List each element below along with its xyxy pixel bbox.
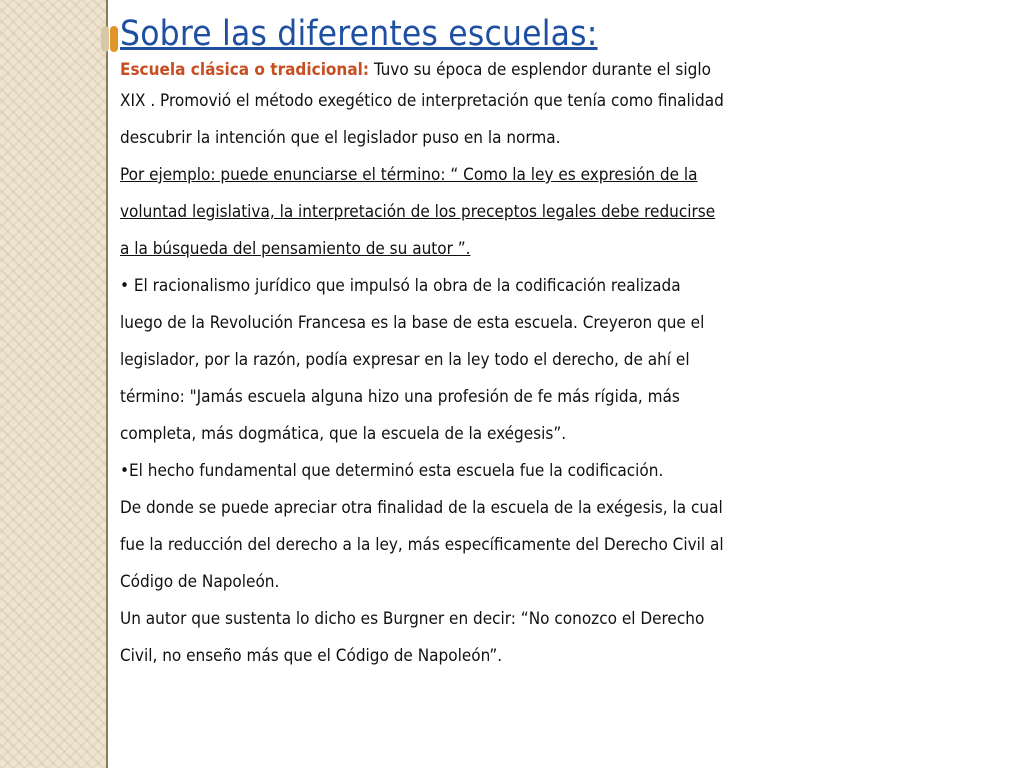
text-line: término: "Jamás escuela alguna hizo una profesión de fe más rígida, más: [120, 387, 680, 407]
text-line: De donde se puede apreciar otra finalidad de la escuela de la exégesis, la cual: [120, 498, 723, 518]
bullet-line: •El hecho fundamental que determinó esta escuela fue la codificación.: [120, 461, 664, 481]
decorative-side-band: [0, 0, 106, 768]
text-line: Código de Napoleón.: [120, 572, 280, 592]
text-line: XIX . Promovió el método exegético de interpretación que tenía como finalidad: [120, 91, 724, 111]
slide-body: [120, 0, 1000, 675]
text-line-part: Tuvo su época de esplendor durante el siglo: [369, 60, 711, 80]
accent-oval-light: [101, 26, 109, 52]
example-text: Por ejemplo: puede enunciarse el término: “ Como la ley es expresión de la: [120, 165, 698, 185]
example-line: [120, 157, 1000, 194]
text-line: completa, más dogmática, que la escuela de la exégesis”.: [120, 424, 567, 444]
text-line: [120, 57, 1000, 83]
example-line: [120, 231, 1000, 268]
text-line: luego de la Revolución Francesa es la base de esta escuela. Creyeron que el: [120, 313, 705, 333]
accent-oval-orange: [110, 26, 118, 52]
example-line: [120, 194, 1000, 231]
example-text: voluntad legislativa, la interpretación de los preceptos legales debe reducirse: [120, 202, 716, 222]
bullet-line: • El racionalismo jurídico que impulsó la obra de la codificación realizada: [120, 276, 681, 296]
school-lead-label: Escuela clásica o tradicional:: [120, 60, 369, 80]
text-line: fue la reducción del derecho a la ley, más específicamente del Derecho Civil al: [120, 535, 724, 555]
text-line: Un autor que sustenta lo dicho es Burgner en decir: “No conozco el Derecho: [120, 609, 705, 629]
slide-content: [120, 57, 1000, 675]
text-line: legislador, por la razón, podía expresar en la ley todo el derecho, de ahí el: [120, 350, 690, 370]
example-text: a la búsqueda del pensamiento de su autor ”.: [120, 239, 471, 259]
text-line: descubrir la intención que el legislador puso en la norma.: [120, 128, 561, 148]
text-line: Civil, no enseño más que el Código de Napoleón”.: [120, 646, 503, 666]
slide-title: Sobre las diferentes escuelas:: [120, 14, 598, 54]
vertical-divider: [106, 0, 108, 768]
